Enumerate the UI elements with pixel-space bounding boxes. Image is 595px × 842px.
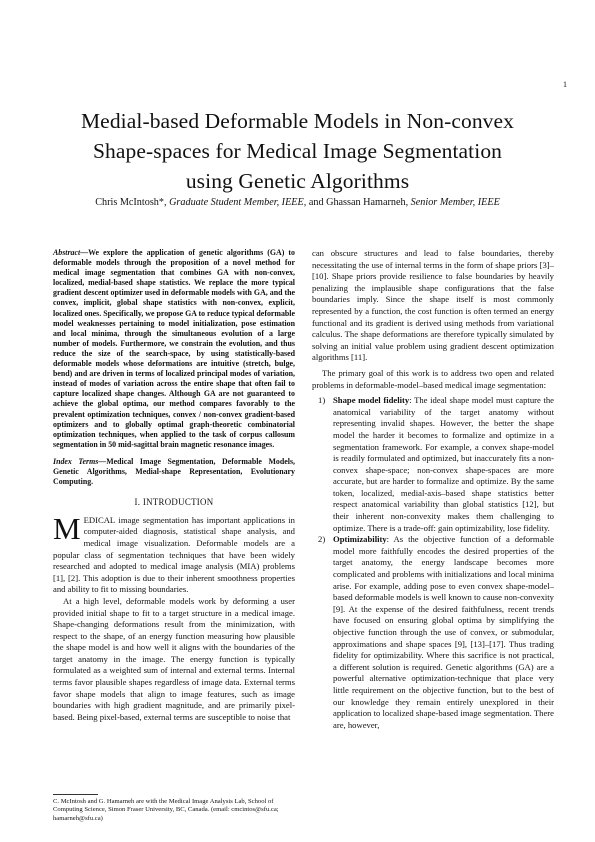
list-number: 2) — [318, 534, 326, 545]
list-number: 1) — [318, 395, 326, 406]
index-terms — [53, 457, 295, 487]
title-line: Medial-based Deformable Models in Non-convex — [80, 109, 515, 133]
abstract — [53, 248, 295, 450]
paper-title — [40, 106, 555, 196]
drop-cap-rest: EDICAL — [83, 514, 116, 525]
section-number: I. — [134, 497, 141, 508]
list-item — [312, 395, 554, 534]
list-item-heading: Shape model fidelity — [333, 395, 410, 406]
title-line: Shape-spaces for Medical Image Segmentation — [92, 139, 503, 163]
section-title-first: I — [142, 497, 147, 508]
body-paragraph: can obscure structures and lead to false boundaries, thereby necessitating the use of internal terms in the form of shape priors [3]–[10]. Shape priors provide resilience to false boundaries by heavily penalizing the implausible shape configurations that the false boundaries imply. Since the shape itself is most commonly represented by a function, the cost function is often termed an energy functional and its gradient is derived using methods from variational calculus. The shape deformations are therefore typically simulated by solving an initial value problem using gradient descent optimization algorithms [11]. — [312, 248, 554, 363]
list-item-text: : The ideal shape model must capture the anatomical variability of the target anatomy without representing invalid shapes. However, the better the shape model the harder it becomes to formalize and optimize in a segmentation framework. For example, a convex shape-model is readily formulated and optimized, but inaccurately fits a non-convex shape-space; non-convex shape-spaces are more accurate, but are harder to formalize and optimize. By the same token, localized, medial-axis–based shape statistics better respect anatomical variability than global statistics [12], but their inherent non-convexity makes them challenging to optimize. There is a trade-off: gain optimizability, lose fidelity. — [333, 395, 555, 533]
author-name: Chris McIntosh*, — [95, 197, 167, 208]
intro-text: image segmentation has important applications in computer-aided diagnosis, statistical shape analysis, and medical image visualization. Deformable models are a popular class of segmentation techniques that have been widely researched and adopted to medical image analysis (MIA) problems [1], [2]. This adoption is due to their inherent smoothness properties and ability to fit to missing boundaries. — [53, 514, 295, 595]
author-role: Graduate Student Member, IEEE, — [169, 197, 307, 208]
section-heading — [53, 497, 295, 509]
footnote: C. McIntosh and G. Hamarneh are with the Medical Image Analysis Lab, School of Computing Science, Simon Fraser University, BC, Canada. (email: cmcintos@sfu.ca; hamarneh@sfu.ca) — [53, 798, 279, 822]
body-paragraph: The primary goal of this work is to address two open and related problems in deformable-model–based medical image segmentation: — [312, 367, 554, 390]
author-role: Senior Member, IEEE — [410, 197, 500, 208]
abstract-text: —We explore the application of genetic algorithms (GA) to deformable models through the proposition of a novel method for medical image segmentation that combines GA with non-convex, localized, medial-based shape statistics. We replace the more typical gradient descent optimizer used in deformable models with GA, and the convex, implicit, global shape statistics with non-convex, explicit, localized ones. Specifically, we propose GA to reduce typical deformable model weaknesses pertaining to model initialization, pose estimation and local minima, through the simultaneous evolution of a large number of models. Furthermore, we constrain the evolution, and thus reduce the size of the search-space, by using statistically-based deformable models whose deformations are intuitive (stretch, bulge, bend) and are driven in terms of localized principal modes of variation, instead of modes of variation across the entire shape that often fail to capture localized shape changes. Although GA are not guaranteed to achieve the global optima, our method compares favorably to the prevalent optimization techniques, convex / non-convex gradient-based optimizers and to globally optimal graph-theoretic combinatorial optimization techniques, when applied to the task of corpus callosum segmentation in 50 mid-sagittal brain magnetic resonance images. — [53, 248, 295, 449]
footnote-rule — [53, 794, 98, 795]
author-line — [40, 197, 555, 208]
page-number: 1 — [563, 80, 567, 89]
section-title-rest: NTRODUCTION — [146, 497, 214, 508]
drop-cap: M — [53, 510, 81, 546]
title-line: using Genetic Algorithms — [185, 169, 410, 193]
intro-paragraph: At a high level, deformable models work by deforming a user provided initial shape to fit to a target structure in a medical image. Shape-changing deformations result from the minimization, with respect to the shape, of an energy function measuring how plausible the shape model is and how well it aligns with the boundaries of the target anatomy in the image. The energy function is typically formulated as a weighted sum of internal and external terms. Internal terms favor plausible shapes regardless of image data. External terms favor shape models that align to image features, such as image boundaries with high gradient magnitude, and are primarily pixel-based. Being pixel-based, external terms are susceptible to noise that — [53, 595, 295, 722]
problem-list — [312, 395, 554, 731]
index-terms-label: Index Terms — [53, 456, 99, 466]
abstract-label: Abstract — [53, 248, 81, 257]
intro-paragraph — [53, 510, 295, 596]
author-name: and Ghassan Hamarneh, — [308, 197, 409, 208]
right-column — [312, 248, 554, 731]
left-column — [53, 248, 295, 723]
index-terms-text: —Medical Image Segmentation, Deformable Models, Genetic Algorithms, Medial-shape Representation, Evolutionary Computing. — [53, 456, 296, 487]
list-item-heading: Optimizability — [333, 534, 387, 545]
list-item-text: : As the objective function of a deformable model more faithfully encodes the desired properties of the target anatomy, the energy landscape becomes more complicated and problems with initializations and local minima arise. For example, adding pose to even convex shape-model–based deformable models is well known to cause non-convexity [9]. At the expense of the desired faithfulness, recent trends have focused on ensuring global optima by simplifying the objective function through the use of convex, or submodular, approximations and shape spaces [9], [13]–[17]. Thus trading fidelity for optimizability. Where this sacrifice is not practical, a different solution is required. Genetic algorithms (GA) are a powerful alternative optimization-technique that place very little requirement on the objective function, but to the best of our knowledge they remain entirely unexplored in their application to localized shape-based image segmentation. There are, however, — [333, 534, 554, 730]
list-item — [312, 534, 554, 731]
